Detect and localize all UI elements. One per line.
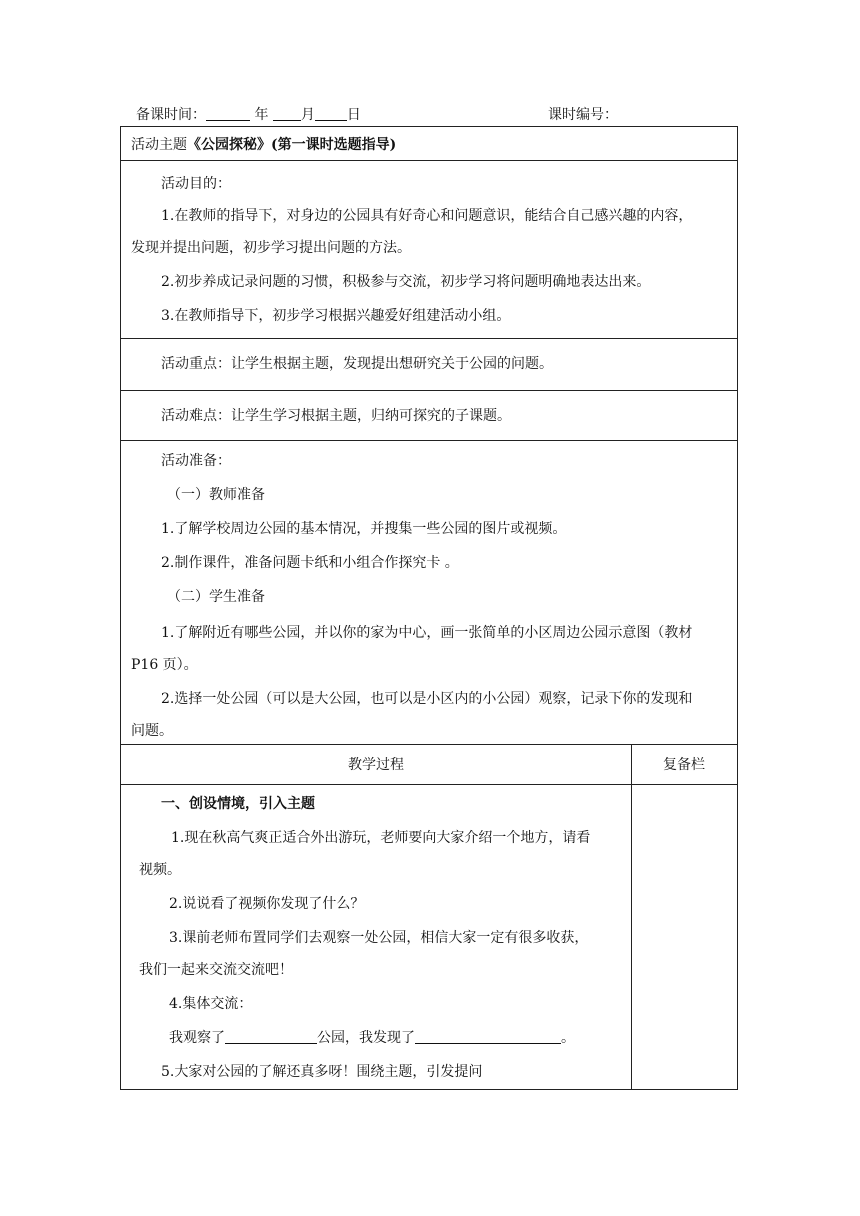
student-prep-heading: （二）学生准备	[167, 589, 265, 605]
lesson-code-label: 课时编号：	[548, 107, 618, 123]
section-1-heading: 一、创设情境，引入主题	[161, 796, 315, 812]
title-row	[121, 127, 737, 161]
activity-title	[131, 135, 396, 155]
notes-column-header: 复备栏	[663, 757, 705, 773]
goal-item-1a: 1.在教师的指导下，对身边的公园具有好奇心和问题意识，能结合自己感兴趣的内容，	[161, 208, 693, 224]
goals-row	[121, 161, 737, 339]
process-item-3b: 我们一起来交流交流吧！	[139, 962, 293, 978]
park-name-blank	[225, 1028, 317, 1044]
column-divider	[631, 785, 632, 1089]
day-label: 日	[346, 107, 361, 123]
month-label: 月	[300, 107, 315, 123]
day-blank	[315, 105, 347, 121]
process-column-header: 教学过程	[348, 757, 404, 773]
student-prep-item-2a: 2.选择一处公园（可以是大公园，也可以是小区内的小公园）观察，记录下你的发现和	[161, 691, 693, 707]
process-item-1b: 视频。	[139, 862, 181, 878]
process-item-4: 4.集体交流：	[169, 996, 253, 1012]
difficulty-row	[121, 391, 737, 441]
teacher-prep-heading: （一）教师准备	[167, 487, 265, 503]
goals-heading: 活动目的：	[161, 176, 231, 192]
goal-item-1b: 发现并提出问题，初步学习提出问题的方法。	[131, 240, 411, 256]
teacher-prep-item-2: 2.制作课件，准备问题卡纸和小组合作探究卡 。	[161, 555, 459, 571]
year-blank	[206, 105, 250, 121]
fill-text-a: 我观察了	[169, 1030, 225, 1046]
lesson-time-label: 备课时间：	[136, 107, 206, 123]
process-item-5: 5.大家对公园的了解还真多呀！围绕主题，引发提问	[161, 1064, 483, 1080]
student-prep-item-1a: 1.了解附近有哪些公园，并以你的家为中心，画一张简单的小区周边公园示意图（教材	[161, 625, 693, 641]
exchange-fill-line	[169, 1028, 575, 1048]
year-label: 年	[254, 107, 269, 123]
activity-focus: 活动重点：让学生根据主题，发现提出想研究关于公园的问题。	[161, 356, 553, 372]
fill-text-c: 。	[561, 1030, 575, 1046]
title-text: 《公园探秘》(第一课时选题指导)	[187, 137, 397, 153]
goal-item-3: 3.在教师指导下，初步学习根据兴趣爱好组建活动小组。	[161, 308, 511, 324]
lesson-time-field	[136, 104, 361, 126]
goal-item-2: 2.初步养成记录问题的习惯，积极参与交流，初步学习将问题明确地表达出来。	[161, 274, 651, 290]
process-item-3a: 3.课前老师布置同学们去观察一处公园，相信大家一定有很多收获，	[169, 930, 589, 946]
lesson-header	[120, 104, 738, 126]
month-blank	[273, 105, 301, 121]
prep-heading: 活动准备：	[161, 453, 231, 469]
prep-row	[121, 441, 737, 745]
process-header-row	[121, 745, 737, 785]
fill-text-b: 公园，我发现了	[317, 1030, 415, 1046]
student-prep-item-2b: 问题。	[131, 723, 173, 739]
process-item-2: 2.说说看了视频你发现了什么？	[169, 896, 365, 912]
lesson-plan-table	[120, 126, 738, 1090]
discovery-blank	[415, 1028, 561, 1044]
process-body-row	[121, 785, 737, 1089]
process-item-1a: 1.现在秋高气爽正适合外出游玩，老师要向大家介绍一个地方，请看	[171, 830, 591, 846]
teacher-prep-item-1: 1.了解学校周边公园的基本情况，并搜集一些公园的图片或视频。	[161, 521, 567, 537]
student-prep-item-1b: P16 页）。	[131, 657, 198, 673]
focus-row	[121, 339, 737, 391]
title-prefix: 活动主题	[131, 137, 187, 153]
activity-difficulty: 活动难点：让学生学习根据主题，归纳可探究的子课题。	[161, 408, 511, 424]
